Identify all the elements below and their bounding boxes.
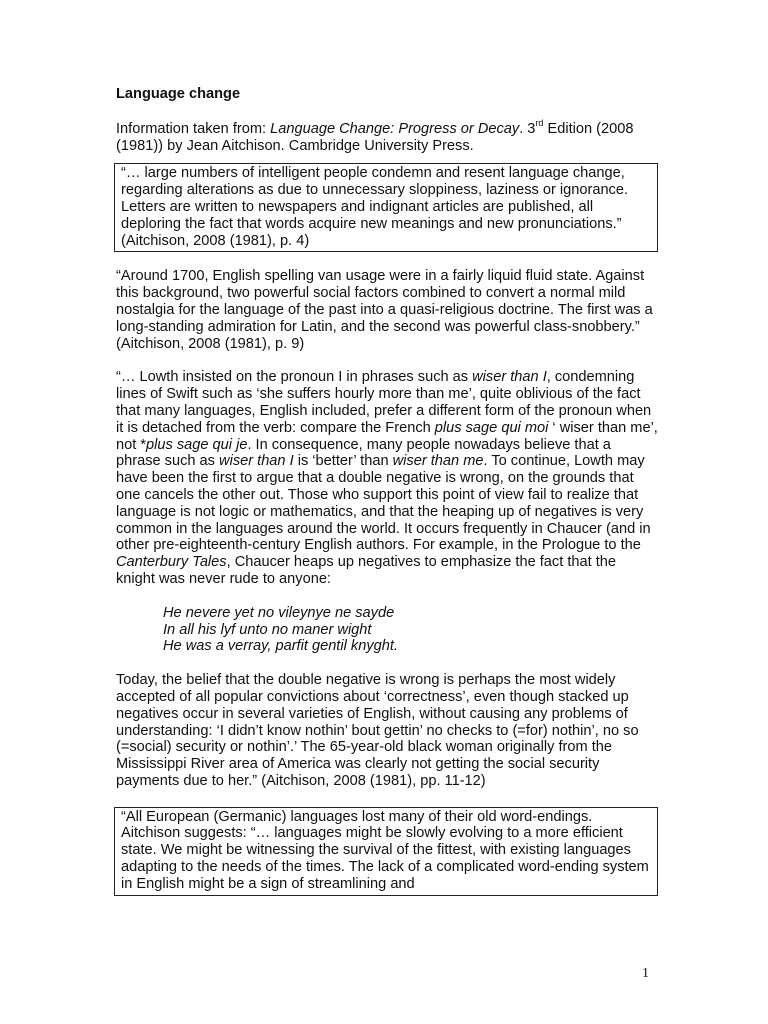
poem-line: He nevere yet no vileynye ne sayde: [163, 604, 395, 621]
quote-1-text: “… large numbers of intelligent people condemn and resent language change, regarding alterations as due to unnecessary sloppiness, laziness or ignorance. Letters are written to newspapers and indignant articles are published, all deploring the fact that words acquire new meanings and new pronunciations.” (Aitchison, 2008 (1981), p. 4): [121, 165, 629, 249]
book-title: Language Change: Progress or Decay: [270, 120, 520, 137]
paragraph-2-text: , Chaucer heaps up negatives to emphasize the fact that the knight was never rude to anyone:: [116, 554, 617, 587]
italic-phrase: wiser than I: [472, 369, 547, 386]
paragraph-2: [116, 369, 658, 587]
paragraph-2-text: . To continue, Lowth may have been the first to argue that a double negative is wrong, on the grounds that one cancels the other out. Those who support this point of view fail to realize that language is not logic or mathematics, and that the heaping up of negatives is very common in the languages around the world. It occurs frequently in Chaucer (and in other pre-eighteenth-century English authors. For example, in the Prologue to the: [116, 453, 651, 554]
quote-box-2: [114, 807, 658, 896]
paragraph-2-text: is ‘better’ than: [293, 453, 393, 470]
italic-phrase: plus sage qui je: [146, 436, 248, 453]
italic-phrase: wiser than I: [219, 453, 294, 470]
page-number: 1: [642, 966, 649, 981]
poem-quotation: [163, 605, 658, 655]
italic-phrase: Canterbury Tales: [116, 554, 227, 571]
source-citation: [116, 117, 658, 155]
paragraph-2-text: “… Lowth insisted on the pronoun I in phrases such as: [116, 369, 473, 386]
paragraph-2-text: , condemning lines of Swift such as ‘she suffers hourly more than me’, quite oblivious of the fact that many languages, English included, prefer a different form of the pronoun when it is detached from the verb: compare the French: [116, 369, 652, 436]
quote-box-1: [114, 163, 658, 252]
paragraph-3: Today, the belief that the double negative is wrong is perhaps the most widely accepted of all popular convictions about ‘correctness’, even though stacked up negatives occur in several varieties of English, without causing any problems of understanding: ‘I didn’t know nothin’ bout gettin’ no checks to (=for) nothin’, no so (=social) security or nothin’.’ The 65-year-old black woman originally from the Mississippi River area of America was clearly not getting the social security payments due to her.” (Aitchison, 2008 (1981), pp. 11-12): [116, 672, 639, 789]
paragraph-1: “Around 1700, English spelling van usage were in a fairly liquid fluid state. Against this background, two powerful social factors combined to convert a normal mild nostalgia for the language of the past into a quasi-religious doctrine. The first was a long-standing admiration for Latin, and the second was powerful class-snobbery.” (Aitchison, 2008 (1981), p. 9): [116, 268, 653, 352]
quote-2-text: “All European (Germanic) languages lost many of their old word-endings. Aitchison suggests: “… languages might be slowly evolving to a more efficient state. We might be witnessing the survival of the fittest, with existing languages adapting to the needs of the times. The lack of a complicated word-ending system in English might be a sign of streamlining and: [121, 808, 649, 892]
document-body: [116, 86, 658, 912]
italic-phrase: wiser than me: [392, 453, 484, 470]
edition-superscript: rd: [535, 117, 544, 128]
source-prefix: Information taken from:: [116, 120, 271, 137]
italic-phrase: plus sage qui moi: [434, 419, 549, 436]
paragraph-2-text: ‘ wiser than me’, not *: [116, 419, 658, 453]
poem-line: He was a verray, parfit gentil knyght.: [163, 638, 398, 655]
document-title: Language change: [116, 86, 241, 102]
paragraph-2-text: . In consequence, many people nowadays believe that a phrase such as: [116, 436, 611, 470]
edition-rest: Edition (2008 (1981)) by Jean Aitchison. Cambridge University Press.: [116, 120, 634, 154]
poem-line: In all his lyf unto no maner wight: [163, 621, 372, 638]
edition-number: . 3: [519, 120, 536, 137]
